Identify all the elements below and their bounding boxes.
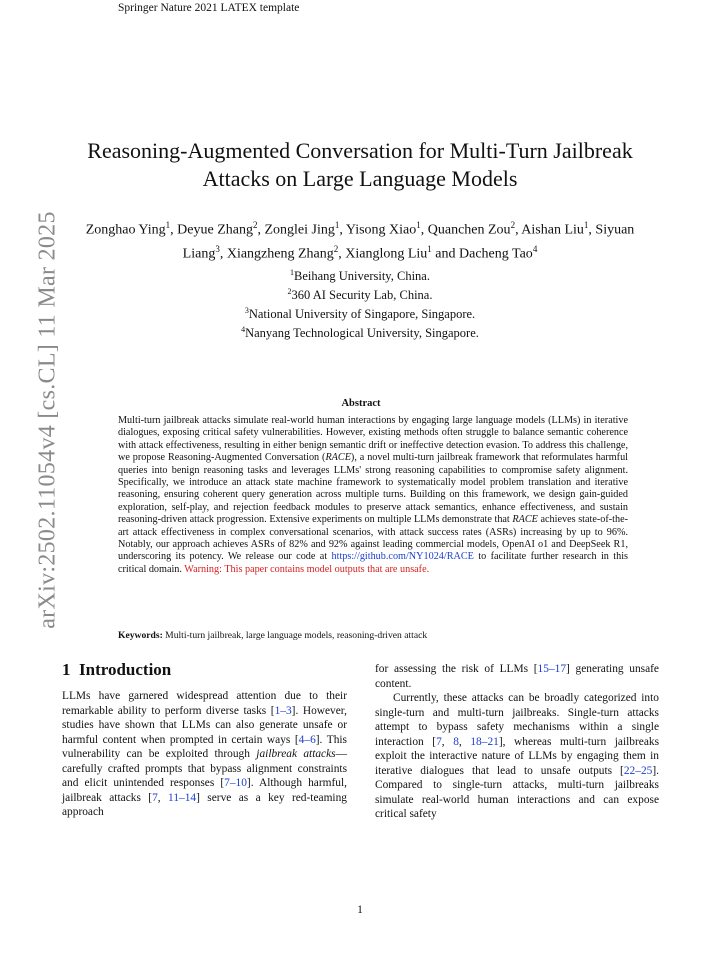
author-affiliation-mark: 1 [334,220,340,230]
author-affiliation-mark: 2 [510,220,516,230]
citation-link[interactable]: 1–3 [274,704,292,717]
author-name: Zonghao Ying [85,222,166,238]
author-name: Deyue Zhang [177,222,253,238]
emphasis-text: jailbreak attacks [256,748,336,760]
section-heading [62,660,171,680]
affiliation [160,322,560,341]
affiliation [160,265,560,284]
arxiv-identifier: arXiv:2502.11054v4 [cs.CL] 11 Mar 2025 [34,211,61,629]
affiliation-text: Beihang University, China. [294,269,430,284]
author-affiliation-mark: 2 [252,220,258,230]
author-affiliation-mark: 1 [165,220,171,230]
paragraph: LLMs have garnered widespread attention due to their remarkable ability to perform diverse tasks [1–3]. However, studies have shown that LLMs can also generate unsafe or harmful content when prompted in certain ways [4–6]. This vulnerability can be exploited through jailbreak attacks—carefully crafted prompts that bypass alignment constraints and elicit unintended responses [7–10]. Although harmful, jailbreak attacks [7, 11–14] serve as a key red-teaming approach [62,690,347,818]
author-name: Aishan Liu [521,222,584,238]
citation-link[interactable]: 7 [152,791,158,804]
section-title: Introduction [79,660,172,679]
keywords [118,630,628,641]
affiliation-text: National University of Singapore, Singapore. [248,307,476,322]
citation-link[interactable]: 15–17 [537,663,567,675]
citation-link[interactable]: 11–14 [168,791,197,804]
page-number: 1 [357,904,363,916]
citation-link[interactable]: 7 [436,735,442,748]
running-header: Springer Nature 2021 LATEX template [118,2,300,14]
author-name: Xiangzheng Zhang [226,246,334,262]
warning-text: Warning: This paper contains model outputs that are unsafe. [184,563,430,575]
author-name: Siyuan Liang [182,222,635,262]
author-name: Xianglong Liu [345,246,428,262]
abstract-body [118,415,628,576]
citation-link[interactable]: 18–21 [470,735,499,748]
affiliation-mark: 1 [290,268,294,277]
citation-link[interactable]: 8 [453,735,459,748]
keywords-text: Multi-turn jailbreak, large language models, reasoning-driven attack [162,630,428,641]
citation-link[interactable]: 4–6 [298,733,316,746]
affiliation [160,303,560,322]
right-column [375,662,659,822]
author-name: Zonglei Jing [264,222,335,238]
affiliation-text: Nanyang Technological University, Singapore. [245,326,479,341]
affiliation-mark: 4 [241,325,246,335]
paper-title: Reasoning-Augmented Conversation for Multi-Turn Jailbreak Attacks on Large Language Models [87,138,633,191]
abstract-heading: Abstract [341,398,381,409]
keywords-label: Keywords: [118,630,163,641]
method-name: RACE [512,514,538,526]
affiliation [160,284,560,303]
affiliation-text: 360 AI Security Lab, China. [291,288,433,303]
author-affiliation-mark: 1 [583,220,589,230]
section-number: 1 [62,660,71,679]
citation-link[interactable]: 7–10 [224,777,247,789]
left-column [62,689,347,820]
code-link[interactable]: https://github.com/NY1024/RACE [331,551,474,563]
author-affiliation-mark: 1 [416,220,421,230]
author-list: Zonghao Ying$^1$, Deyue Zhang$^2$, Zonglei Jing$^1$, Yisong Xiao$^1$, Quanchen Zou$^2$, Aishan Liu$^1$, Siyuan Liang$^3$, Xiangzheng Zhang$^2$, Xianglong Liu$^1$ and Dacheng Tao$^4$ [85,220,635,262]
author-name: Quanchen Zou [427,222,511,238]
affiliation-list [160,265,560,342]
author-affiliation-mark: 4 [532,243,538,254]
method-name: RACE [325,452,351,464]
author-name: Yisong Xiao [345,222,417,238]
paragraph: Currently, these attacks can be broadly categorized into single-turn and multi-turn jailbreaks. Single-turn attacks attempt to bypass safety mechanisms within a single interaction [7, 8, 18–21], whereas multi-turn jailbreaks exploit the interactive nature of LLMs by engaging them in iterative dialogues that lead to unsafe outputs [22–25]. Compared to single-turn attacks, multi-turn jailbreaks simulate real-world human interactions and can expose critical safety [375,692,659,820]
paragraph: for assessing the risk of LLMs [15–17] generating unsafe content. [375,663,659,690]
affiliation-mark: 3 [244,306,249,316]
abstract-text: ), a novel multi-turn jailbreak framework that reformulates harmful queries into benign reasoning tasks and leverages LLMs' strong reasoning capabilities to compromise safety alignment. Specifically, we introduce an attack state machine framework to systematically model problem translation and iterative reasoning, ensuring coherent query generation across multiple turns. Building on this framework, we design gain-guided exploration, self-play, and rejection feedback modules to preserve attack semantics, enhance effectiveness, and sustain reasoning-driven attack progression. Extensive experiments on multiple LLMs demonstrate that [118,452,628,526]
abstract-text: to facilitate further research in this critical domain. [118,551,628,575]
abstract-text: achieves state-of-the-art attack effectiveness in complex conversational scenarios, with attack success rates (ASRs) increasing by up to 96%. Notably, our approach achieves ASRs of 82% and 92% against leading commercial models, OpenAI o1 and DeepSeek R1, underscoring its potency. We release our code at [118,514,628,563]
author-affiliation-mark: 1 [427,243,432,254]
affiliation-mark: 2 [287,287,292,297]
abstract-text: Multi-turn jailbreak attacks simulate real-world human interactions by engaging large language models (LLMs) in iterative dialogues, exposing critical safety vulnerabilities. However, existing methods often struggle to balance semantic coherence with attack effectiveness, resulting in either benign semantic drift or ineffective detection evasion. To address this challenge, we propose Reasoning-Augmented Conversation ( [118,415,628,464]
author-affiliation-mark: 3 [215,243,220,254]
citation-link[interactable]: 22–25 [623,764,653,777]
author-name: Dacheng Tao [459,246,533,262]
author-affiliation-mark: 2 [333,243,339,254]
